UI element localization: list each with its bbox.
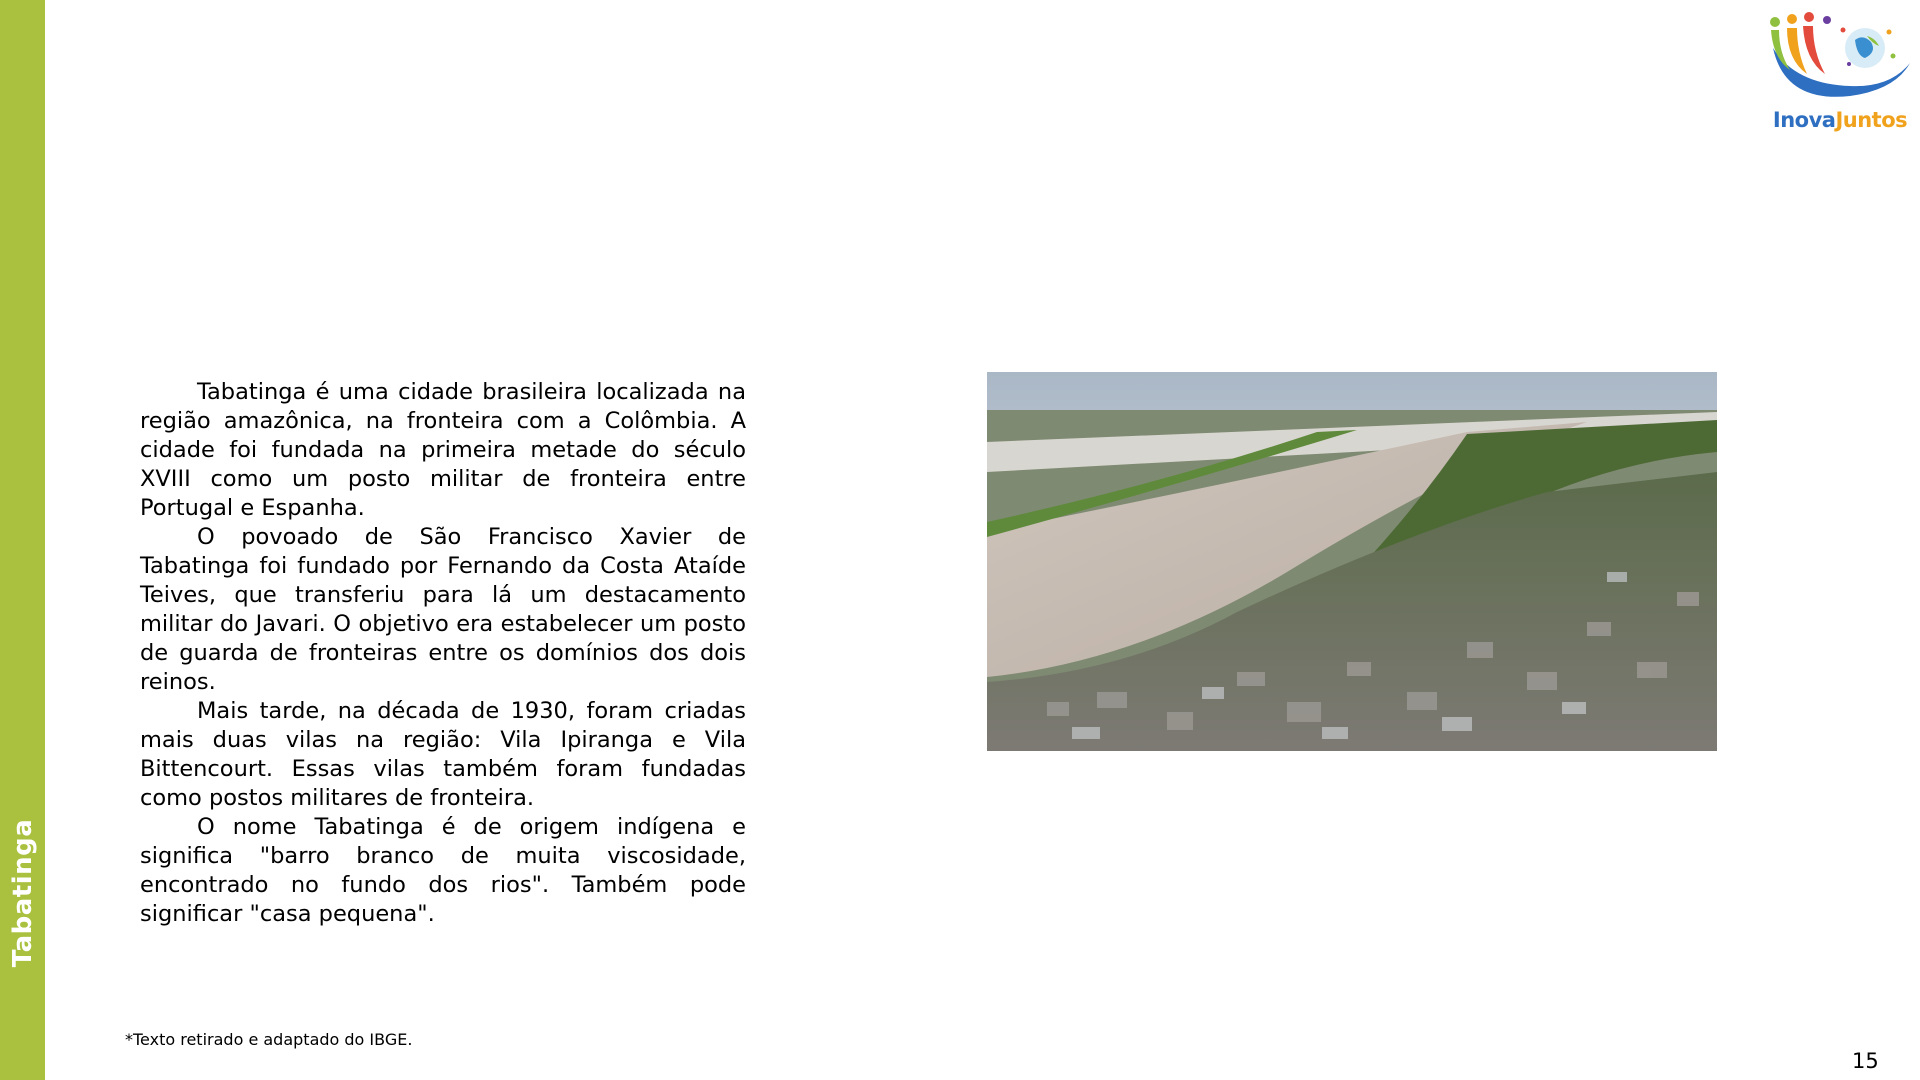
paragraph: Mais tarde, na década de 1930, foram criadas mais duas vilas na região: Vila Ipiranga e Vila Bittencourt. Essas vilas também foram fundadas como postos militares de fronteira. [140, 698, 746, 811]
paragraph: O nome Tabatinga é de origem indígena e significa "barro branco de muita viscosidade, encontrado no fundo dos rios". Também pode significar "casa pequena". [140, 814, 746, 927]
logo-graphic [1765, 8, 1915, 108]
paragraph: O povoado de São Francisco Xavier de Tabatinga foi fundado por Fernando da Costa Ataíde Teives, que transferiu para lá um destacamento militar do Javari. O objetivo era estabelecer um posto de guarda de fronteiras entre os domínios dos dois reinos. [140, 524, 746, 695]
article-body [140, 378, 746, 929]
sidebar-band [0, 0, 45, 1080]
inova-juntos-logo [1765, 8, 1915, 136]
aerial-river-photo [987, 372, 1717, 751]
logo-wordmark: InovaJuntos [1772, 108, 1908, 132]
page-number: 15 [1852, 1049, 1879, 1073]
source-footnote: *Texto retirado e adaptado do IBGE. [125, 1030, 413, 1049]
paragraph: Tabatinga é uma cidade brasileira localizada na região amazônica, na fronteira com a Colômbia. A cidade foi fundada na primeira metade do século XVIII como um posto militar de fronteira entre Portugal e Espanha. [140, 379, 746, 521]
section-label: Tabatinga [8, 818, 38, 968]
